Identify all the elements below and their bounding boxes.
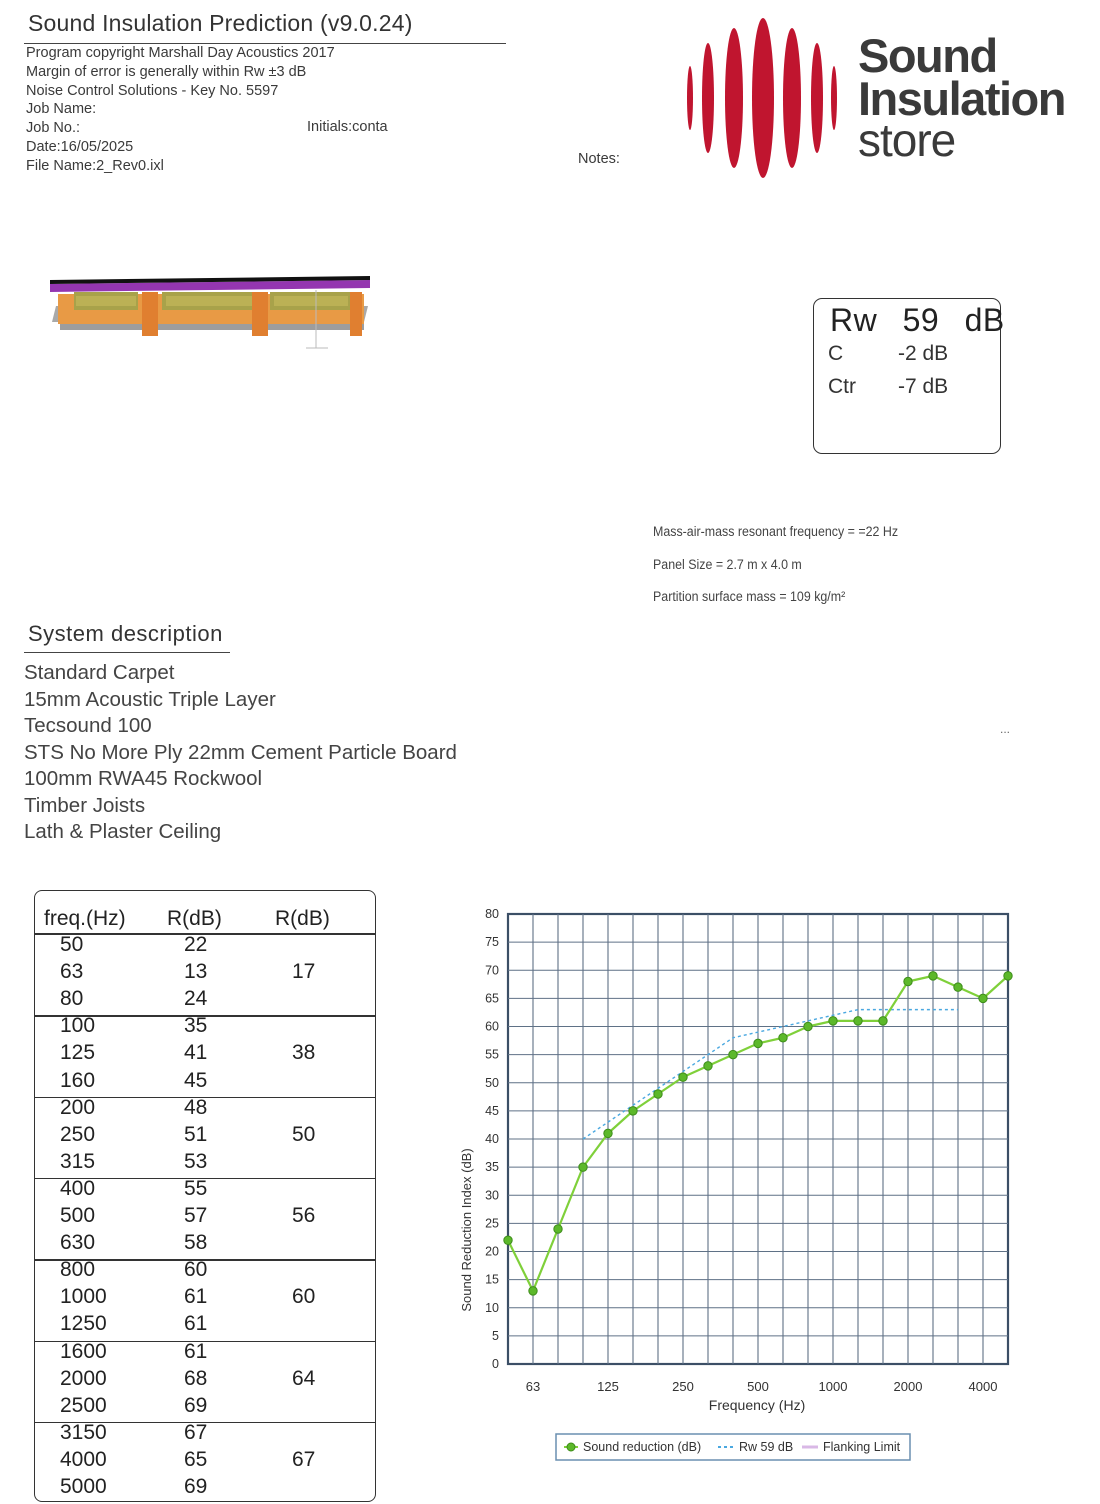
c-value: -2 dB <box>898 342 949 365</box>
logo-wordmark <box>858 29 1065 166</box>
rw-label: Rw <box>830 302 878 338</box>
x-tick-label: 1000 <box>818 1379 848 1394</box>
table-cell-frequency: 1000 <box>60 1285 107 1309</box>
y-tick-label: 45 <box>485 1103 499 1118</box>
legend-flanking: Flanking Limit <box>823 1440 901 1454</box>
system-description-heading: System description <box>28 621 223 646</box>
ellipsis-mark: ... <box>1000 722 1011 736</box>
table-cell-frequency: 250 <box>60 1122 96 1146</box>
system-layer-list <box>24 660 457 846</box>
file-name-line: File Name:2_Rev0.ixl <box>26 157 164 174</box>
layer-item: Tecsound 100 <box>24 714 152 737</box>
date-line: Date:16/05/2025 <box>26 138 134 155</box>
chart-legend <box>556 1434 910 1460</box>
legend-sound-reduction: Sound reduction (dB) <box>583 1440 702 1454</box>
table-cell-frequency: 63 <box>60 960 84 984</box>
table-header-r-third-octave: R(dB) <box>167 907 222 930</box>
table-cell-r-third-octave: 13 <box>184 960 208 984</box>
table-cell-r-third-octave: 58 <box>184 1231 208 1255</box>
layer-item: STS No More Ply 22mm Cement Particle Board <box>24 740 457 764</box>
ctr-label: Ctr <box>828 375 856 398</box>
table-cell-r-octave: 56 <box>292 1204 316 1227</box>
table-cell-r-third-octave: 61 <box>184 1312 208 1336</box>
table-cell-frequency: 2000 <box>60 1366 107 1390</box>
layer-item: Standard Carpet <box>24 661 175 684</box>
margin-of-error-line: Margin of error is generally within Rw ±3 dB <box>26 63 307 80</box>
table-cell-r-third-octave: 53 <box>184 1149 208 1173</box>
job-name-line: Job Name: <box>26 101 97 118</box>
y-tick-label: 80 <box>485 907 499 921</box>
sound-reduction-point <box>854 1017 862 1025</box>
table-cell-r-octave: 17 <box>292 960 316 984</box>
table-cell-r-third-octave: 35 <box>184 1014 208 1038</box>
table-cell-r-third-octave: 24 <box>184 987 208 1011</box>
surface-mass-note: Partition surface mass = 109 kg/m² <box>653 589 846 604</box>
table-cell-frequency: 1250 <box>60 1312 107 1336</box>
layer-item: Lath & Plaster Ceiling <box>24 820 222 843</box>
table-cell-r-octave: 38 <box>292 1041 316 1065</box>
table-cell-frequency: 1600 <box>60 1339 107 1363</box>
program-info <box>26 44 335 176</box>
c-label: C <box>828 342 844 365</box>
table-cell-frequency: 500 <box>60 1204 96 1227</box>
table-cell-frequency: 800 <box>60 1258 96 1282</box>
x-tick-label: 4000 <box>968 1379 998 1394</box>
license-line: Noise Control Solutions - Key No. 5597 <box>26 82 279 99</box>
initials-field: Initials:conta <box>307 119 388 135</box>
layer-item: 100mm RWA45 Rockwool <box>24 767 263 790</box>
y-tick-label: 10 <box>485 1300 499 1315</box>
y-tick-label: 25 <box>485 1216 499 1231</box>
sound-reduction-point <box>804 1022 812 1030</box>
y-tick-label: 30 <box>485 1188 499 1203</box>
table-cell-r-third-octave: 48 <box>184 1095 208 1119</box>
rw-unit: dB <box>964 302 1005 338</box>
rw-rating <box>830 302 1005 339</box>
y-tick-labels <box>485 907 499 1371</box>
sound-reduction-point <box>779 1034 787 1042</box>
sound-reduction-point <box>654 1090 662 1098</box>
job-no-line: Job No.: <box>26 120 80 137</box>
y-tick-label: 70 <box>485 963 499 978</box>
table-cell-frequency: 4000 <box>60 1447 107 1471</box>
table-cell-r-third-octave: 67 <box>184 1420 208 1444</box>
x-tick-label: 63 <box>525 1379 541 1394</box>
table-cell-r-third-octave: 55 <box>184 1176 208 1200</box>
table-cell-r-octave: 60 <box>292 1285 316 1309</box>
sound-reduction-point <box>704 1062 712 1070</box>
table-cell-frequency: 80 <box>60 987 84 1011</box>
y-tick-label: 60 <box>485 1019 499 1034</box>
notes-label: Notes: <box>578 151 620 167</box>
layer-item: Timber Joists <box>24 793 146 817</box>
copyright-line: Program copyright Marshall Day Acoustics 2017 <box>26 45 335 61</box>
table-cell-r-octave: 50 <box>292 1122 316 1146</box>
sound-reduction-point <box>754 1039 762 1047</box>
y-tick-label: 20 <box>485 1244 499 1259</box>
logo-line-store: store <box>858 114 956 166</box>
table-cell-r-octave: 64 <box>292 1366 316 1390</box>
table-cell-frequency: 3150 <box>60 1420 107 1444</box>
table-cell-frequency: 630 <box>60 1231 96 1255</box>
x-axis-label: Frequency (Hz) <box>708 1397 806 1413</box>
table-header-freq: freq.(Hz) <box>44 907 126 930</box>
sound-wave-bars-icon <box>687 18 837 178</box>
table-cell-frequency: 2500 <box>60 1393 107 1417</box>
table-cell-r-octave: 67 <box>292 1447 316 1471</box>
table-cell-frequency: 50 <box>60 933 84 956</box>
table-cell-r-third-octave: 61 <box>184 1339 208 1363</box>
legend-sound-reduction-marker <box>567 1443 575 1451</box>
y-tick-label: 35 <box>485 1160 499 1175</box>
y-tick-label: 5 <box>492 1328 499 1343</box>
panel-size-note: Panel Size = 2.7 m x 4.0 m <box>653 557 802 572</box>
table-cell-frequency: 315 <box>60 1149 96 1173</box>
sound-reduction-point <box>629 1107 637 1115</box>
table-cell-r-third-octave: 45 <box>184 1068 208 1092</box>
sound-reduction-point <box>554 1225 562 1233</box>
legend-rw: Rw 59 dB <box>739 1440 794 1454</box>
table-cell-frequency: 400 <box>60 1176 96 1200</box>
sound-reduction-point <box>879 1017 887 1025</box>
sound-reduction-point <box>829 1017 837 1025</box>
table-cell-r-third-octave: 69 <box>184 1475 208 1498</box>
sound-reduction-point <box>929 972 937 980</box>
page-title: Sound Insulation Prediction (v9.0.24) <box>28 10 413 36</box>
sound-reduction-point <box>1004 972 1012 980</box>
ctr-value: -7 dB <box>898 375 949 398</box>
layer-item: 15mm Acoustic Triple Layer <box>24 687 276 711</box>
table-cell-frequency: 100 <box>60 1014 96 1038</box>
table-cell-r-third-octave: 69 <box>184 1393 208 1417</box>
table-cell-frequency: 200 <box>60 1095 96 1119</box>
table-cell-r-third-octave: 22 <box>184 933 208 956</box>
sound-reduction-point <box>679 1073 687 1081</box>
table-cell-frequency: 5000 <box>60 1475 107 1498</box>
y-tick-label: 75 <box>485 935 499 950</box>
table-cell-frequency: 160 <box>60 1068 96 1092</box>
sound-reduction-point <box>579 1163 587 1171</box>
table-cell-r-third-octave: 57 <box>184 1204 208 1227</box>
y-tick-label: 15 <box>485 1272 499 1287</box>
resonant-frequency-note: Mass-air-mass resonant frequency = =22 Hz <box>653 524 899 539</box>
y-tick-label: 55 <box>485 1047 499 1062</box>
y-tick-label: 40 <box>485 1132 499 1146</box>
table-cell-r-third-octave: 68 <box>184 1366 208 1390</box>
sound-reduction-point <box>954 983 962 991</box>
table-cell-r-third-octave: 65 <box>184 1447 208 1471</box>
table-header-r-octave: R(dB) <box>275 907 330 930</box>
y-tick-label: 65 <box>485 991 499 1006</box>
table-cell-frequency: 125 <box>60 1041 96 1065</box>
sound-reduction-point <box>729 1050 737 1058</box>
sound-reduction-point <box>979 994 987 1002</box>
sound-reduction-point <box>604 1129 612 1137</box>
sound-reduction-chart <box>450 900 1090 1470</box>
sound-reduction-point <box>504 1236 512 1244</box>
sound-reduction-point <box>904 977 912 985</box>
table-cell-r-third-octave: 51 <box>184 1122 208 1146</box>
system-heading-underline <box>24 652 230 653</box>
table-cell-r-third-octave: 61 <box>184 1285 208 1309</box>
floor-construction-illustration <box>46 270 376 354</box>
y-tick-label: 50 <box>485 1075 499 1090</box>
logo-line-insulation: Insulation <box>858 72 1065 125</box>
x-tick-label: 125 <box>597 1379 619 1394</box>
table-cell-r-third-octave: 60 <box>184 1258 208 1282</box>
sound-reduction-point <box>529 1287 537 1295</box>
x-tick-labels <box>526 1379 998 1394</box>
rw-value: 59 <box>902 302 940 338</box>
x-tick-label: 500 <box>747 1379 769 1394</box>
table-cell-r-third-octave: 41 <box>184 1041 208 1065</box>
y-axis-label: Sound Reduction Index (dB) <box>459 1148 474 1312</box>
x-tick-label: 250 <box>672 1379 694 1394</box>
y-tick-label: 0 <box>492 1357 499 1371</box>
logo-line-sound: Sound <box>858 29 997 82</box>
x-tick-label: 2000 <box>893 1379 923 1394</box>
